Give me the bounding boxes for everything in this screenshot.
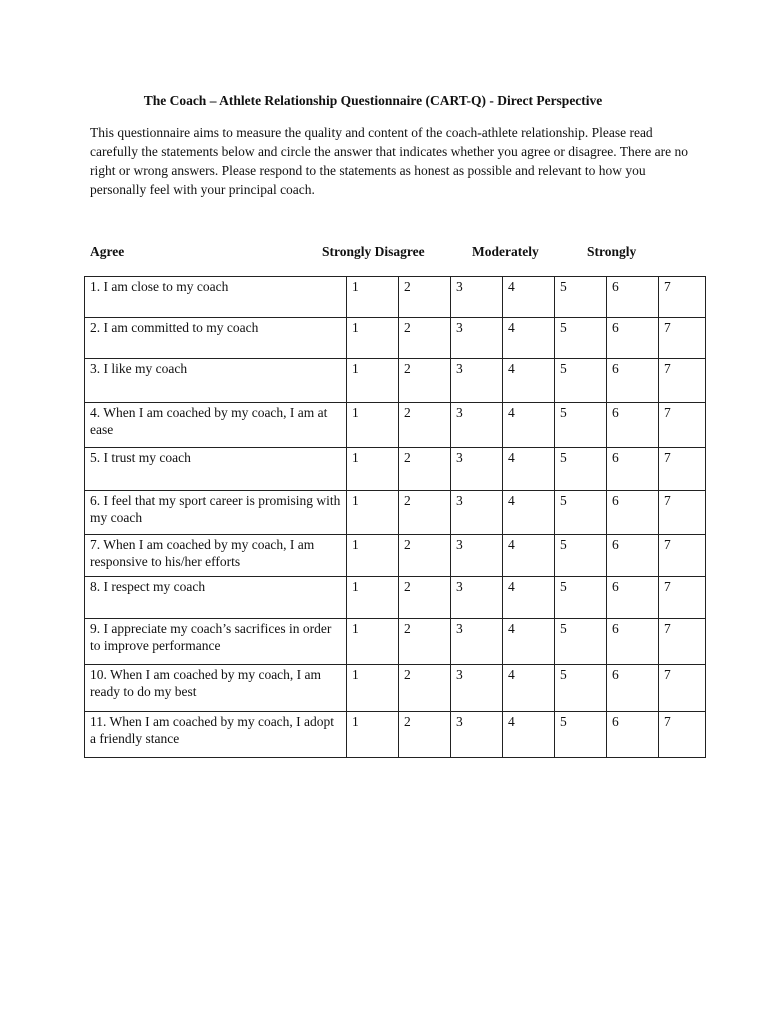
response-option[interactable]: 2: [399, 359, 451, 403]
question-row: [85, 619, 706, 665]
question-statement: 2. I am committed to my coach: [85, 318, 347, 359]
response-option[interactable]: 5: [555, 619, 607, 665]
response-option[interactable]: 4: [503, 318, 555, 359]
response-option[interactable]: 7: [659, 403, 706, 448]
response-option[interactable]: 5: [555, 535, 607, 577]
response-option[interactable]: 4: [503, 359, 555, 403]
response-option[interactable]: 3: [451, 665, 503, 712]
response-option[interactable]: 5: [555, 665, 607, 712]
response-option[interactable]: 2: [399, 577, 451, 619]
response-option[interactable]: 7: [659, 577, 706, 619]
response-option[interactable]: 1: [347, 491, 399, 535]
response-option[interactable]: 3: [451, 359, 503, 403]
response-option[interactable]: 7: [659, 535, 706, 577]
response-option[interactable]: 7: [659, 619, 706, 665]
response-option[interactable]: 1: [347, 665, 399, 712]
response-option[interactable]: 3: [451, 448, 503, 491]
response-option[interactable]: 5: [555, 318, 607, 359]
response-option[interactable]: 1: [347, 448, 399, 491]
response-option[interactable]: 4: [503, 577, 555, 619]
question-statement: 6. I feel that my sport career is promising with my coach: [85, 491, 347, 535]
question-row: [85, 359, 706, 403]
response-option[interactable]: 2: [399, 535, 451, 577]
response-option[interactable]: 2: [399, 403, 451, 448]
response-option[interactable]: 5: [555, 577, 607, 619]
response-option[interactable]: 4: [503, 403, 555, 448]
response-option[interactable]: 3: [451, 491, 503, 535]
response-option[interactable]: 4: [503, 448, 555, 491]
response-option[interactable]: 6: [607, 448, 659, 491]
response-option[interactable]: 6: [607, 577, 659, 619]
response-option[interactable]: 1: [347, 619, 399, 665]
question-row: [85, 448, 706, 491]
question-row: [85, 403, 706, 448]
response-option[interactable]: 5: [555, 403, 607, 448]
response-option[interactable]: 3: [451, 277, 503, 318]
response-option[interactable]: 2: [399, 491, 451, 535]
response-option[interactable]: 6: [607, 318, 659, 359]
response-option[interactable]: 4: [503, 619, 555, 665]
response-option[interactable]: 6: [607, 619, 659, 665]
response-option[interactable]: 7: [659, 665, 706, 712]
question-row: [85, 577, 706, 619]
response-option[interactable]: 6: [607, 712, 659, 758]
scale-label-strongly: Strongly: [587, 244, 637, 259]
response-option[interactable]: 6: [607, 491, 659, 535]
response-option[interactable]: 1: [347, 277, 399, 318]
response-option[interactable]: 3: [451, 403, 503, 448]
response-option[interactable]: 6: [607, 535, 659, 577]
response-option[interactable]: 7: [659, 491, 706, 535]
question-statement: 7. When I am coached by my coach, I am responsive to his/her efforts: [85, 535, 347, 577]
response-option[interactable]: 7: [659, 712, 706, 758]
question-statement: 3. I like my coach: [85, 359, 347, 403]
response-option[interactable]: 7: [659, 318, 706, 359]
response-option[interactable]: 4: [503, 535, 555, 577]
response-option[interactable]: 1: [347, 359, 399, 403]
question-row: [85, 491, 706, 535]
response-option[interactable]: 3: [451, 712, 503, 758]
intro-paragraph: This questionnaire aims to measure the quality and content of the coach-athlete relationship. Please read carefully the statements below and circle the answer that indicates whether you agree or disagree. There are no right or wrong answers. Please respond to the statements as honest as possible and relevant to how you personally feel with your principal coach.: [90, 125, 688, 197]
question-statement: 1. I am close to my coach: [85, 277, 347, 318]
response-option[interactable]: 6: [607, 665, 659, 712]
question-statement: 5. I trust my coach: [85, 448, 347, 491]
response-option[interactable]: 1: [347, 577, 399, 619]
response-option[interactable]: 2: [399, 665, 451, 712]
response-option[interactable]: 7: [659, 277, 706, 318]
response-option[interactable]: 4: [503, 277, 555, 318]
question-row: [85, 318, 706, 359]
response-option[interactable]: 4: [503, 491, 555, 535]
response-option[interactable]: 3: [451, 318, 503, 359]
response-option[interactable]: 7: [659, 448, 706, 491]
response-option[interactable]: 5: [555, 491, 607, 535]
question-row: [85, 665, 706, 712]
response-option[interactable]: 4: [503, 665, 555, 712]
response-option[interactable]: 6: [607, 359, 659, 403]
response-option[interactable]: 5: [555, 277, 607, 318]
question-statement: 10. When I am coached by my coach, I am ready to do my best: [85, 665, 347, 712]
response-option[interactable]: 1: [347, 318, 399, 359]
questionnaire-body: [85, 277, 706, 758]
response-option[interactable]: 5: [555, 359, 607, 403]
response-option[interactable]: 2: [399, 318, 451, 359]
response-option[interactable]: 1: [347, 403, 399, 448]
questionnaire-table: [84, 276, 706, 758]
response-option[interactable]: 4: [503, 712, 555, 758]
response-option[interactable]: 6: [607, 277, 659, 318]
response-option[interactable]: 3: [451, 535, 503, 577]
question-statement: 11. When I am coached by my coach, I adopt a friendly stance: [85, 712, 347, 758]
response-option[interactable]: 5: [555, 712, 607, 758]
response-option[interactable]: 6: [607, 403, 659, 448]
response-option[interactable]: 3: [451, 619, 503, 665]
response-option[interactable]: 3: [451, 577, 503, 619]
response-option[interactable]: 1: [347, 535, 399, 577]
document-title: The Coach – Athlete Relationship Questionnaire (CART-Q) - Direct Perspective: [143, 93, 603, 108]
question-row: [85, 277, 706, 318]
question-statement: 4. When I am coached by my coach, I am at ease: [85, 403, 347, 448]
question-statement: 8. I respect my coach: [85, 577, 347, 619]
response-option[interactable]: 2: [399, 277, 451, 318]
response-option[interactable]: 5: [555, 448, 607, 491]
scale-label-moderately: Moderately: [472, 244, 539, 259]
scale-label-strongly-disagree: Strongly Disagree: [322, 244, 425, 259]
question-row: [85, 712, 706, 758]
question-row: [85, 535, 706, 577]
response-option[interactable]: 2: [399, 619, 451, 665]
question-statement: 9. I appreciate my coach’s sacrifices in order to improve performance: [85, 619, 347, 665]
response-option[interactable]: 7: [659, 359, 706, 403]
response-option[interactable]: 2: [399, 712, 451, 758]
response-option[interactable]: 2: [399, 448, 451, 491]
scale-label-agree: Agree: [90, 244, 125, 259]
response-option[interactable]: 1: [347, 712, 399, 758]
